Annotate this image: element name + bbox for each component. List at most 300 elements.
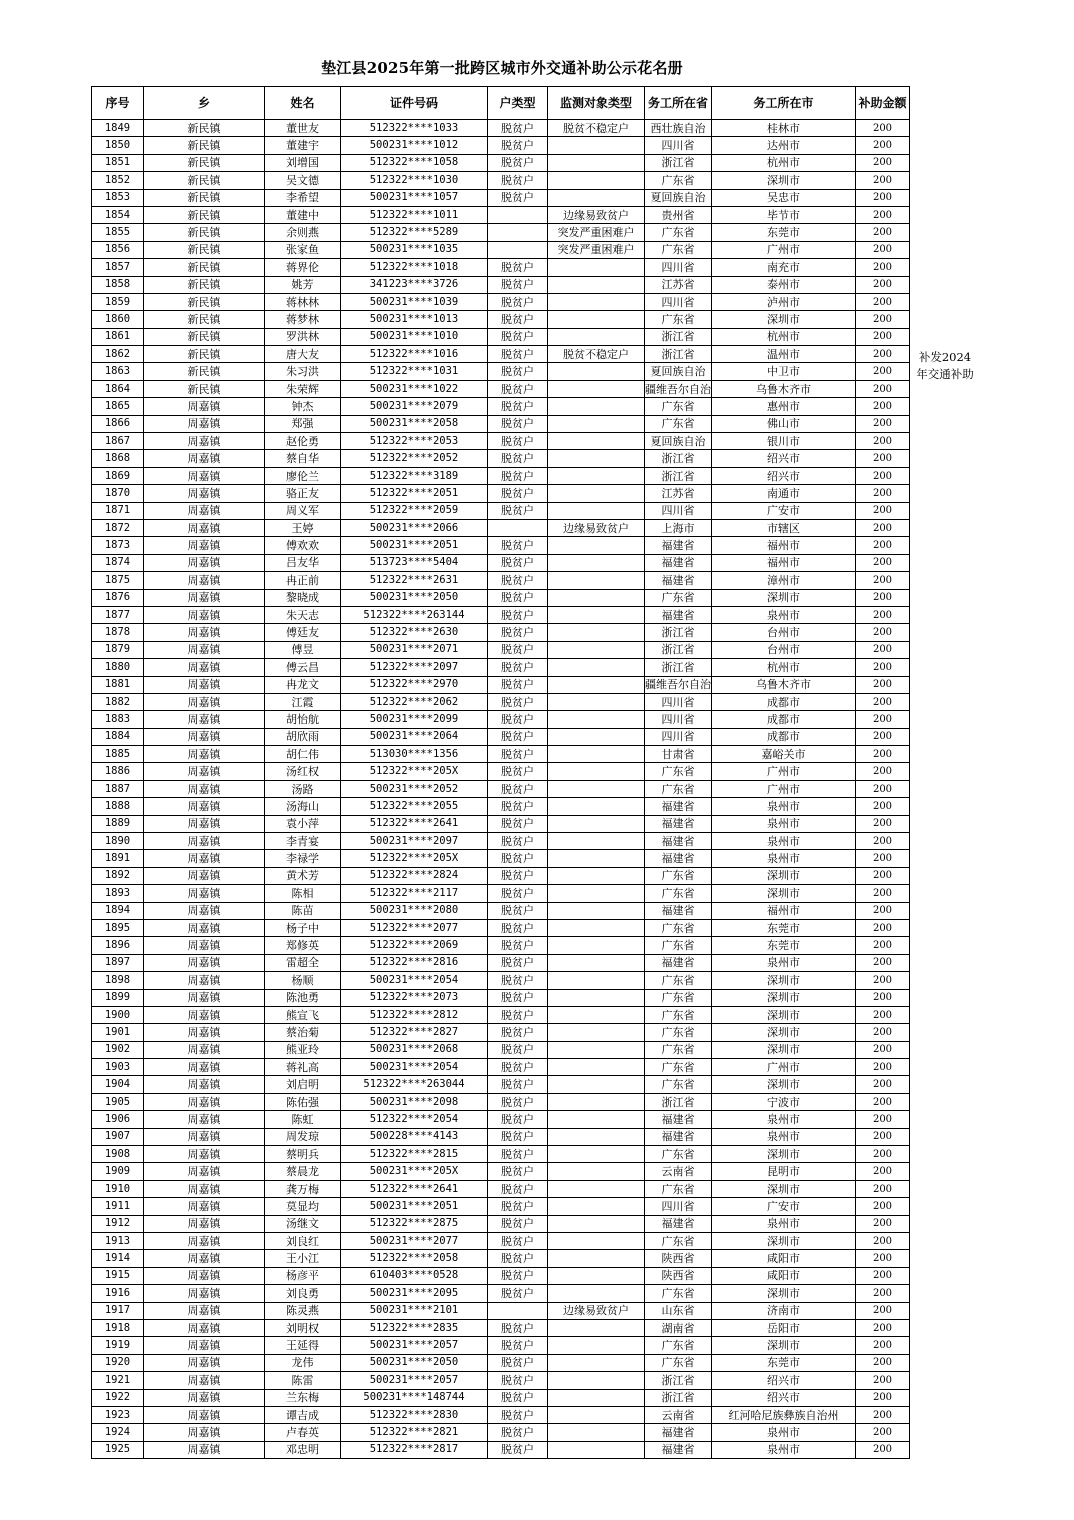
person-name-cell: 黄术芳	[265, 867, 341, 884]
work-province-cell: 广东省	[645, 311, 712, 328]
monitor-type-cell	[548, 1267, 645, 1284]
table-row	[92, 554, 910, 571]
row-index-cell: 1877	[92, 606, 144, 623]
subsidy-amount-cell: 200	[856, 1093, 910, 1110]
monitor-type-cell	[548, 659, 645, 676]
township-cell: 周嘉镇	[144, 937, 265, 954]
id-number-cell: 500231****2066	[341, 519, 488, 536]
township-cell: 周嘉镇	[144, 676, 265, 693]
monitor-type-cell	[548, 1146, 645, 1163]
work-city-cell: 乌鲁木齐市	[712, 676, 856, 693]
monitor-type-cell	[548, 693, 645, 710]
table-row	[92, 1006, 910, 1023]
header-township: 乡	[144, 87, 265, 120]
work-province-cell: 四川省	[645, 293, 712, 310]
household-type-cell: 脱贫户	[488, 1163, 548, 1180]
work-province-cell: 陕西省	[645, 1250, 712, 1267]
work-city-cell: 深圳市	[712, 885, 856, 902]
work-city-cell: 福州市	[712, 554, 856, 571]
household-type-cell: 脱贫户	[488, 659, 548, 676]
row-index-cell: 1878	[92, 624, 144, 641]
id-number-cell: 500231****2054	[341, 1059, 488, 1076]
township-cell: 周嘉镇	[144, 659, 265, 676]
subsidy-amount-cell: 200	[856, 1302, 910, 1319]
id-number-cell: 512322****2055	[341, 798, 488, 815]
work-city-cell: 咸阳市	[712, 1267, 856, 1284]
township-cell: 新民镇	[144, 120, 265, 137]
person-name-cell: 李希望	[265, 189, 341, 206]
township-cell: 周嘉镇	[144, 1441, 265, 1458]
monitor-type-cell	[548, 972, 645, 989]
row-index-cell: 1857	[92, 259, 144, 276]
person-name-cell: 朱习洪	[265, 363, 341, 380]
subsidy-amount-cell: 200	[856, 346, 910, 363]
work-city-cell: 岳阳市	[712, 1319, 856, 1336]
table-row	[92, 502, 910, 519]
person-name-cell: 汤海山	[265, 798, 341, 815]
person-name-cell: 陈佑强	[265, 1093, 341, 1110]
subsidy-amount-cell: 200	[856, 693, 910, 710]
subsidy-amount-cell: 200	[856, 172, 910, 189]
row-index-cell: 1902	[92, 1041, 144, 1058]
id-number-cell: 512322****1018	[341, 259, 488, 276]
township-cell: 周嘉镇	[144, 572, 265, 589]
id-number-cell: 500231****1057	[341, 189, 488, 206]
table-row	[92, 1250, 910, 1267]
id-number-cell: 500231****1039	[341, 293, 488, 310]
subsidy-amount-cell: 200	[856, 1319, 910, 1336]
work-province-cell: 福建省	[645, 537, 712, 554]
person-name-cell: 蔡治菊	[265, 1024, 341, 1041]
person-name-cell: 余则燕	[265, 224, 341, 241]
row-index-cell: 1910	[92, 1180, 144, 1197]
work-city-cell: 台州市	[712, 624, 856, 641]
work-city-cell: 深圳市	[712, 1233, 856, 1250]
table-row	[92, 433, 910, 450]
work-city-cell: 泉州市	[712, 954, 856, 971]
person-name-cell: 王延得	[265, 1337, 341, 1354]
township-cell: 周嘉镇	[144, 1319, 265, 1336]
work-city-cell: 台州市	[712, 641, 856, 658]
household-type-cell: 脱贫户	[488, 1267, 548, 1284]
monitor-type-cell	[548, 1337, 645, 1354]
subsidy-amount-cell: 200	[856, 1111, 910, 1128]
household-type-cell: 脱贫户	[488, 746, 548, 763]
work-province-cell: 广东省	[645, 1059, 712, 1076]
monitor-type-cell	[548, 1441, 645, 1458]
township-cell: 新民镇	[144, 363, 265, 380]
person-name-cell: 傅廷友	[265, 624, 341, 641]
header-amount: 补助金额	[856, 87, 910, 120]
household-type-cell: 脱贫户	[488, 676, 548, 693]
id-number-cell: 500231****2098	[341, 1093, 488, 1110]
id-number-cell: 512322****2824	[341, 867, 488, 884]
monitor-type-cell: 脱贫不稳定户	[548, 346, 645, 363]
id-number-cell: 500231****2077	[341, 1233, 488, 1250]
id-number-cell: 500231****1022	[341, 380, 488, 397]
row-index-cell: 1890	[92, 833, 144, 850]
household-type-cell: 脱贫户	[488, 154, 548, 171]
id-number-cell: 500231****2095	[341, 1285, 488, 1302]
township-cell: 新民镇	[144, 224, 265, 241]
person-name-cell: 陈虹	[265, 1111, 341, 1128]
id-number-cell: 512322****2059	[341, 502, 488, 519]
table-row	[92, 833, 910, 850]
row-index-cell: 1881	[92, 676, 144, 693]
work-province-cell: 福建省	[645, 606, 712, 623]
township-cell: 周嘉镇	[144, 450, 265, 467]
work-province-cell: 福建省	[645, 1441, 712, 1458]
id-number-cell: 512322****2073	[341, 989, 488, 1006]
id-number-cell: 500231****1013	[341, 311, 488, 328]
table-row	[92, 1233, 910, 1250]
monitor-type-cell	[548, 728, 645, 745]
row-index-cell: 1920	[92, 1354, 144, 1371]
person-name-cell: 汤红权	[265, 763, 341, 780]
household-type-cell: 脱贫户	[488, 1146, 548, 1163]
township-cell: 周嘉镇	[144, 1128, 265, 1145]
id-number-cell: 512322****1058	[341, 154, 488, 171]
work-city-cell: 杭州市	[712, 328, 856, 345]
monitor-type-cell	[548, 1389, 645, 1406]
person-name-cell: 杨顺	[265, 972, 341, 989]
id-number-cell: 512322****2630	[341, 624, 488, 641]
subsidy-amount-cell: 200	[856, 502, 910, 519]
work-province-cell: 四川省	[645, 693, 712, 710]
monitor-type-cell	[548, 380, 645, 397]
row-index-cell: 1896	[92, 937, 144, 954]
table-row	[92, 989, 910, 1006]
township-cell: 周嘉镇	[144, 624, 265, 641]
work-city-cell: 深圳市	[712, 1285, 856, 1302]
table-row	[92, 728, 910, 745]
row-index-cell: 1889	[92, 815, 144, 832]
person-name-cell: 李禄学	[265, 850, 341, 867]
work-province-cell: 广东省	[645, 972, 712, 989]
work-city-cell: 广州市	[712, 763, 856, 780]
subsidy-amount-cell: 200	[856, 972, 910, 989]
household-type-cell: 脱贫户	[488, 972, 548, 989]
person-name-cell: 龚万梅	[265, 1180, 341, 1197]
table-row	[92, 798, 910, 815]
work-province-cell: 四川省	[645, 1198, 712, 1215]
table-row	[92, 1406, 910, 1423]
work-city-cell: 福州市	[712, 902, 856, 919]
row-index-cell: 1895	[92, 919, 144, 936]
monitor-type-cell	[548, 1024, 645, 1041]
household-type-cell: 脱贫户	[488, 1059, 548, 1076]
work-city-cell: 广安市	[712, 1198, 856, 1215]
household-type-cell: 脱贫户	[488, 989, 548, 1006]
id-number-cell: 500231****148744	[341, 1389, 488, 1406]
monitor-type-cell	[548, 502, 645, 519]
household-type-cell: 脱贫户	[488, 885, 548, 902]
subsidy-amount-cell: 200	[856, 763, 910, 780]
subsidy-amount-cell: 200	[856, 328, 910, 345]
row-index-cell: 1850	[92, 137, 144, 154]
table-row	[92, 902, 910, 919]
table-row	[92, 850, 910, 867]
monitor-type-cell	[548, 1424, 645, 1441]
row-index-cell: 1904	[92, 1076, 144, 1093]
id-number-cell: 500231****2052	[341, 780, 488, 797]
monitor-type-cell	[548, 1406, 645, 1423]
work-province-cell: 广东省	[645, 1285, 712, 1302]
household-type-cell: 脱贫户	[488, 1093, 548, 1110]
table-row	[92, 815, 910, 832]
household-type-cell: 脱贫户	[488, 467, 548, 484]
monitor-type-cell	[548, 415, 645, 432]
township-cell: 新民镇	[144, 241, 265, 258]
id-number-cell: 500231****2101	[341, 1302, 488, 1319]
table-row	[92, 206, 910, 223]
monitor-type-cell	[548, 919, 645, 936]
township-cell: 周嘉镇	[144, 1267, 265, 1284]
work-province-cell: 广东省	[645, 241, 712, 258]
township-cell: 周嘉镇	[144, 433, 265, 450]
row-index-cell: 1897	[92, 954, 144, 971]
household-type-cell: 脱贫户	[488, 1337, 548, 1354]
person-name-cell: 赵伦勇	[265, 433, 341, 450]
id-number-cell: 512322****2641	[341, 1180, 488, 1197]
township-cell: 周嘉镇	[144, 1406, 265, 1423]
id-number-cell: 500231****2054	[341, 972, 488, 989]
subsidy-amount-cell: 200	[856, 1006, 910, 1023]
person-name-cell: 傅云昌	[265, 659, 341, 676]
work-province-cell: 浙江省	[645, 467, 712, 484]
row-index-cell: 1879	[92, 641, 144, 658]
row-index-cell: 1880	[92, 659, 144, 676]
table-row	[92, 624, 910, 641]
subsidy-amount-cell: 200	[856, 1059, 910, 1076]
row-index-cell: 1865	[92, 398, 144, 415]
household-type-cell: 脱贫户	[488, 276, 548, 293]
work-city-cell: 达州市	[712, 137, 856, 154]
work-city-cell: 广安市	[712, 502, 856, 519]
person-name-cell: 王婷	[265, 519, 341, 536]
table-row	[92, 1198, 910, 1215]
work-city-cell: 绍兴市	[712, 1389, 856, 1406]
person-name-cell: 陈苗	[265, 902, 341, 919]
header-index: 序号	[92, 87, 144, 120]
person-name-cell: 钟杰	[265, 398, 341, 415]
table-row	[92, 415, 910, 432]
table-row	[92, 711, 910, 728]
table-row	[92, 519, 910, 536]
work-city-cell: 泉州市	[712, 1215, 856, 1232]
subsidy-amount-cell: 200	[856, 1215, 910, 1232]
subsidy-amount-cell: 200	[856, 728, 910, 745]
work-province-cell: 广东省	[645, 1337, 712, 1354]
id-number-cell: 500231****2051	[341, 537, 488, 554]
subsidy-amount-cell: 200	[856, 954, 910, 971]
subsidy-amount-cell: 200	[856, 572, 910, 589]
row-index-cell: 1912	[92, 1215, 144, 1232]
person-name-cell: 刘启明	[265, 1076, 341, 1093]
work-city-cell: 泉州市	[712, 850, 856, 867]
township-cell: 周嘉镇	[144, 954, 265, 971]
person-name-cell: 熊宣飞	[265, 1006, 341, 1023]
id-number-cell: 512322****2821	[341, 1424, 488, 1441]
work-city-cell: 绍兴市	[712, 467, 856, 484]
id-number-cell: 512322****2097	[341, 659, 488, 676]
row-index-cell: 1903	[92, 1059, 144, 1076]
monitor-type-cell	[548, 467, 645, 484]
household-type-cell: 脱贫户	[488, 1319, 548, 1336]
work-city-cell: 泉州市	[712, 1111, 856, 1128]
work-city-cell: 深圳市	[712, 972, 856, 989]
work-city-cell: 中卫市	[712, 363, 856, 380]
household-type-cell: 脱贫户	[488, 693, 548, 710]
person-name-cell: 蒋界伦	[265, 259, 341, 276]
subsidy-amount-cell: 200	[856, 259, 910, 276]
household-type-cell: 脱贫户	[488, 120, 548, 137]
id-number-cell: 500228****4143	[341, 1128, 488, 1145]
person-name-cell: 唐大友	[265, 346, 341, 363]
work-city-cell: 成都市	[712, 693, 856, 710]
work-city-cell: 泉州市	[712, 798, 856, 815]
subsidy-amount-cell: 200	[856, 1233, 910, 1250]
row-index-cell: 1861	[92, 328, 144, 345]
work-city-cell: 惠州市	[712, 398, 856, 415]
subsidy-amount-cell: 200	[856, 1024, 910, 1041]
roster-body	[92, 120, 910, 1459]
work-city-cell: 乌鲁木齐市	[712, 380, 856, 397]
subsidy-amount-cell: 200	[856, 833, 910, 850]
household-type-cell: 脱贫户	[488, 485, 548, 502]
id-number-cell: 512322****1011	[341, 206, 488, 223]
household-type-cell: 脱贫户	[488, 328, 548, 345]
table-row	[92, 1059, 910, 1076]
household-type-cell: 脱贫户	[488, 641, 548, 658]
id-number-cell: 500231****2051	[341, 1198, 488, 1215]
monitor-type-cell	[548, 937, 645, 954]
township-cell: 周嘉镇	[144, 746, 265, 763]
work-city-cell: 广州市	[712, 780, 856, 797]
row-index-cell: 1908	[92, 1146, 144, 1163]
work-province-cell: 浙江省	[645, 659, 712, 676]
monitor-type-cell	[548, 1285, 645, 1302]
row-index-cell: 1907	[92, 1128, 144, 1145]
monitor-type-cell	[548, 1215, 645, 1232]
person-name-cell: 刘增国	[265, 154, 341, 171]
person-name-cell: 邓忠明	[265, 1441, 341, 1458]
work-province-cell: 江苏省	[645, 485, 712, 502]
work-city-cell: 泉州市	[712, 606, 856, 623]
household-type-cell: 脱贫户	[488, 1354, 548, 1371]
township-cell: 周嘉镇	[144, 867, 265, 884]
table-row	[92, 224, 910, 241]
id-number-cell: 513030****1356	[341, 746, 488, 763]
work-province-cell: 广东省	[645, 1180, 712, 1197]
row-index-cell: 1873	[92, 537, 144, 554]
subsidy-amount-cell: 200	[856, 537, 910, 554]
township-cell: 周嘉镇	[144, 1372, 265, 1389]
person-name-cell: 刘明权	[265, 1319, 341, 1336]
row-index-cell: 1866	[92, 415, 144, 432]
person-name-cell: 胡怡航	[265, 711, 341, 728]
subsidy-amount-cell: 200	[856, 433, 910, 450]
township-cell: 周嘉镇	[144, 537, 265, 554]
id-number-cell: 500231****2058	[341, 415, 488, 432]
household-type-cell: 脱贫户	[488, 606, 548, 623]
work-province-cell: 广东省	[645, 919, 712, 936]
id-number-cell: 512322****2815	[341, 1146, 488, 1163]
table-row	[92, 1180, 910, 1197]
work-province-cell: 湖南省	[645, 1319, 712, 1336]
township-cell: 新民镇	[144, 346, 265, 363]
monitor-type-cell	[548, 989, 645, 1006]
work-province-cell: 福建省	[645, 850, 712, 867]
monitor-type-cell	[548, 172, 645, 189]
row-index-cell: 1905	[92, 1093, 144, 1110]
township-cell: 新民镇	[144, 311, 265, 328]
work-city-cell: 昆明市	[712, 1163, 856, 1180]
id-number-cell: 512322****1016	[341, 346, 488, 363]
monitor-type-cell	[548, 293, 645, 310]
monitor-type-cell	[548, 606, 645, 623]
row-index-cell: 1916	[92, 1285, 144, 1302]
work-city-cell: 深圳市	[712, 1024, 856, 1041]
monitor-type-cell	[548, 1006, 645, 1023]
work-city-cell: 泉州市	[712, 1424, 856, 1441]
work-province-cell: 四川省	[645, 711, 712, 728]
table-row	[92, 1111, 910, 1128]
work-city-cell: 泰州市	[712, 276, 856, 293]
table-row	[92, 746, 910, 763]
township-cell: 周嘉镇	[144, 1006, 265, 1023]
subsidy-amount-cell: 200	[856, 919, 910, 936]
household-type-cell: 脱贫户	[488, 815, 548, 832]
person-name-cell: 莫显均	[265, 1198, 341, 1215]
table-row	[92, 450, 910, 467]
work-province-cell: 福建省	[645, 1111, 712, 1128]
household-type-cell: 脱贫户	[488, 1372, 548, 1389]
id-number-cell: 512322****2117	[341, 885, 488, 902]
row-index-cell: 1924	[92, 1424, 144, 1441]
work-city-cell: 泉州市	[712, 833, 856, 850]
monitor-type-cell	[548, 833, 645, 850]
work-city-cell: 南充市	[712, 259, 856, 276]
work-province-cell: 广东省	[645, 885, 712, 902]
household-type-cell: 脱贫户	[488, 850, 548, 867]
id-number-cell: 500231****2057	[341, 1337, 488, 1354]
work-city-cell: 嘉峪关市	[712, 746, 856, 763]
table-row	[92, 919, 910, 936]
monitor-type-cell: 边缘易致贫户	[548, 206, 645, 223]
person-name-cell: 卢春英	[265, 1424, 341, 1441]
work-province-cell: 福建省	[645, 798, 712, 815]
id-number-cell: 500231****2071	[341, 641, 488, 658]
row-index-cell: 1854	[92, 206, 144, 223]
person-name-cell: 郑强	[265, 415, 341, 432]
table-row	[92, 1372, 910, 1389]
work-province-cell: 江苏省	[645, 276, 712, 293]
person-name-cell: 刘良勇	[265, 1285, 341, 1302]
id-number-cell: 500231****2064	[341, 728, 488, 745]
township-cell: 周嘉镇	[144, 1337, 265, 1354]
subsidy-amount-cell: 200	[856, 659, 910, 676]
work-city-cell: 温州市	[712, 346, 856, 363]
work-province-cell: 广东省	[645, 398, 712, 415]
table-row	[92, 763, 910, 780]
household-type-cell: 脱贫户	[488, 502, 548, 519]
row-index-cell: 1874	[92, 554, 144, 571]
household-type-cell: 脱贫户	[488, 363, 548, 380]
subsidy-amount-cell: 200	[856, 1267, 910, 1284]
subsidy-amount-cell: 200	[856, 120, 910, 137]
id-number-cell: 512322****2051	[341, 485, 488, 502]
